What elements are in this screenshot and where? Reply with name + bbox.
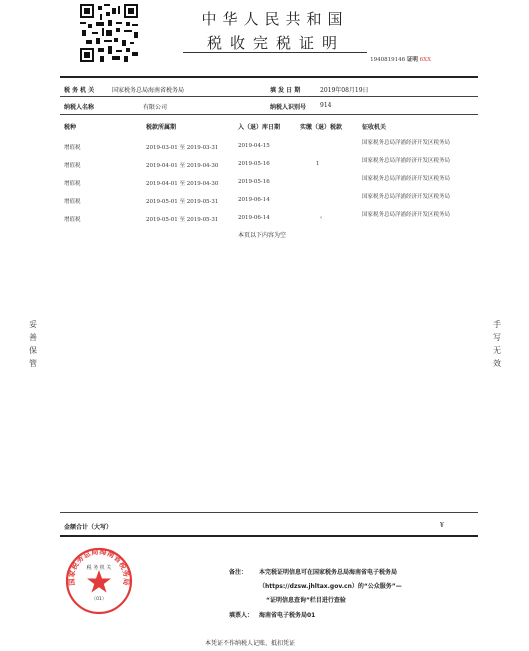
remarks-line-1: 本完税证明信息可在国家税务总局海南省电子税务局 <box>259 569 398 576</box>
cell-office: 国家税务总局洋浦经济开发区税务局 <box>362 140 451 146</box>
cell-office: 国家税务总局洋浦经济开发区税务局 <box>362 212 451 218</box>
total-rule-bottom <box>60 535 478 537</box>
qr-code <box>80 4 138 62</box>
table-row <box>0 140 529 158</box>
cert-no-suffix: 6XX <box>419 57 431 63</box>
header-office: 征收机关 <box>362 124 387 131</box>
top-rule <box>60 76 478 78</box>
remarks-line-2: （https://dzsw.jhltax.gov.cn）的“公众服务”— <box>259 583 402 590</box>
cell-tax-type: 增值税 <box>64 163 81 169</box>
info-rule-1 <box>60 96 478 97</box>
table-row <box>0 158 529 176</box>
issue-date-label: 填 发 日 期 <box>270 87 301 94</box>
header-amount: 实缴（退）税款 <box>300 124 343 131</box>
tax-authority-label: 税 务 机 关 <box>64 87 95 94</box>
info-rule-2 <box>60 114 478 115</box>
cell-office: 国家税务总局洋浦经济开发区税务局 <box>362 158 451 164</box>
cell-date: 2019-06-14 <box>238 215 270 221</box>
issue-date-value: 2019年08月19日 <box>320 87 369 94</box>
table-row <box>0 176 529 194</box>
cell-date: 2019-05-16 <box>238 179 270 185</box>
title-underline <box>183 52 367 53</box>
header-tax-type: 税种 <box>64 124 77 131</box>
total-currency: ¥ <box>440 522 444 529</box>
issuer-label: 填票人： <box>229 612 254 619</box>
country-title: 中华人民共和国 <box>201 10 349 28</box>
taxpayer-id-value: 914 <box>320 102 332 109</box>
cell-date: 2019-05-16 <box>238 161 270 167</box>
header-date: 入（退）库日期 <box>238 124 281 131</box>
remarks-line-3: “证明信息查询”栏目进行查验 <box>266 597 346 604</box>
cell-period: 2019-05-01 至 2019-05-31 <box>146 217 219 223</box>
table-row <box>0 194 529 212</box>
cell-period: 2019-04-01 至 2019-04-30 <box>146 163 219 169</box>
side-note-right: 手写无效 <box>493 320 501 368</box>
total-rule-top <box>60 512 478 513</box>
cell-tax-type: 增值税 <box>64 217 81 223</box>
table-row <box>0 212 529 230</box>
seal-bottom-text: （01） <box>91 597 107 602</box>
taxpayer-name-value: 有限公司 <box>143 104 168 111</box>
cell-tax-type: 增值税 <box>64 145 81 151</box>
seal-center-text: 税 务 机 关 <box>86 565 112 571</box>
header-period: 税款所属期 <box>146 124 177 131</box>
certificate-number <box>370 55 431 63</box>
cell-period: 2019-05-01 至 2019-05-31 <box>146 199 219 205</box>
side-note-left: 妥善保管 <box>29 320 37 368</box>
taxpayer-name-label: 纳税人名称 <box>64 104 95 111</box>
issuer-value: 海南省电子税务局01 <box>259 612 316 619</box>
cell-office: 国家税务总局洋浦经济开发区税务局 <box>362 176 451 182</box>
cell-period: 2019-04-01 至 2019-04-30 <box>146 181 219 187</box>
document-title: 税收完税证明 <box>206 34 345 52</box>
footer-note: 本凭证不作纳税人记账、抵扣凭证 <box>205 640 296 647</box>
tax-authority-value: 国家税务总局海南省税务局 <box>112 87 185 94</box>
cert-no-label: 证明 <box>406 57 418 63</box>
cell-tax-type: 增值税 <box>64 181 81 187</box>
cert-no-prefix: 1940819146 <box>370 57 406 63</box>
remarks-label: 备注： <box>229 569 248 576</box>
cell-date: 2019-06-14 <box>238 197 270 203</box>
cell-tax-type: 增值税 <box>64 199 81 205</box>
cell-office: 国家税务总局洋浦经济开发区税务局 <box>362 194 451 200</box>
cell-amount: ‹ <box>320 215 323 221</box>
cell-amount: 1 <box>316 161 320 167</box>
total-label: 金额合计（大写） <box>64 524 113 531</box>
table-end-note: 本页以下内容为空 <box>238 232 287 239</box>
cell-date: 2019-04-15 <box>238 143 270 149</box>
official-seal <box>64 546 134 616</box>
seal-outer-text: 国家税务总局海南省税务局 <box>66 546 132 587</box>
taxpayer-id-label: 纳税人识别号 <box>270 104 307 111</box>
cell-period: 2019-03-01 至 2019-03-31 <box>146 145 219 151</box>
